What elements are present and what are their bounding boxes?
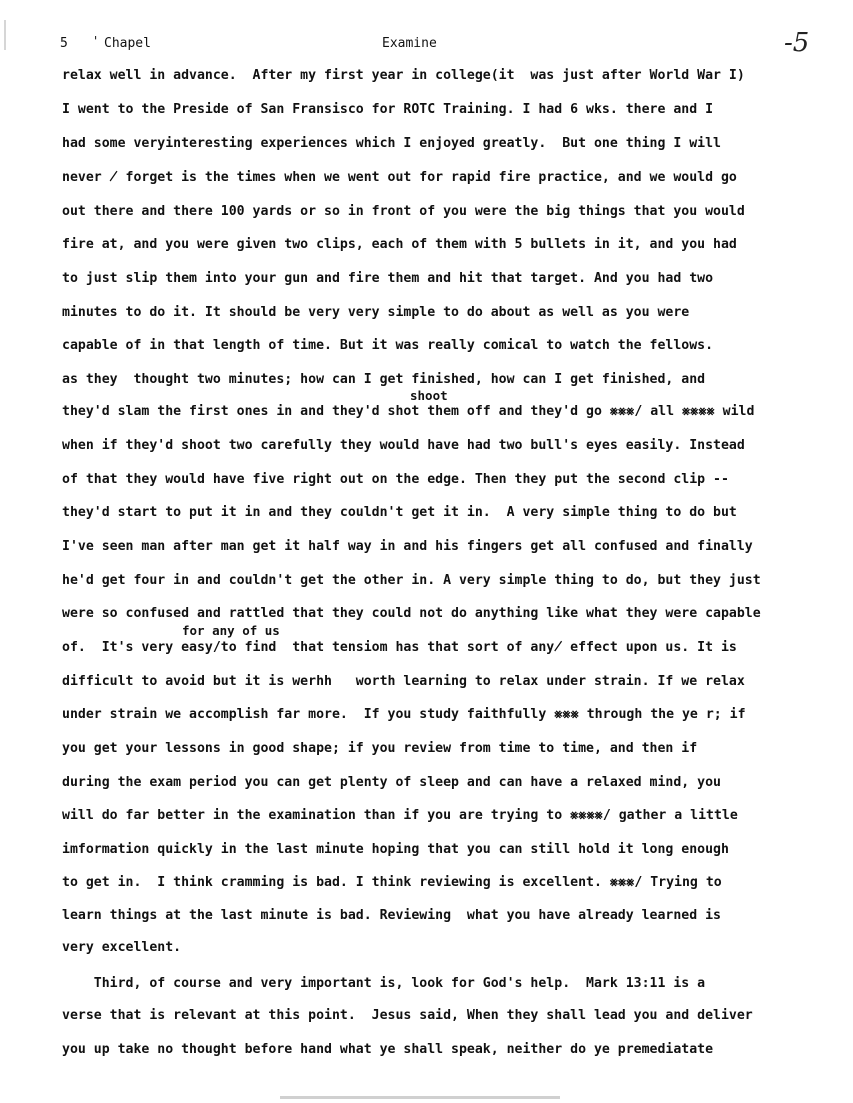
text-line: had some veryinteresting experiences which I enjoyed greatly. But one thing I will (62, 136, 721, 151)
header-title: Examine (382, 36, 437, 51)
text-line: never ̸ forget is the times when we went out for rapid fire practice, and we would go (62, 170, 737, 185)
text-line: will do far better in the examination than if you are trying to ⨳⨳⨳⨳/ gather a little (62, 808, 738, 823)
text-line: when if they'd shoot two carefully they would have had two bull's eyes easily. Instead (62, 438, 745, 453)
text-line: minutes to do it. It should be very very simple to do about as well as you were (62, 305, 690, 320)
interlinear-insert-for-any-of-us: for any of us (182, 623, 280, 638)
text-line: were so confused and rattled that they could not do anything like what they were capable (62, 606, 761, 621)
text-line: capable of in that length of time. But it was really comical to watch the fellows. (62, 338, 714, 353)
header-tick-mark: ' (92, 34, 100, 48)
text-line: of that they would have five right out on the edge. Then they put the second clip -- (62, 472, 729, 487)
header-page-number: 5 (60, 36, 68, 51)
text-line: relax well in advance. After my first year in college(it was just after World War I) (62, 68, 745, 83)
text-line: difficult to avoid but it is werhh worth learning to relax under strain. If we relax (62, 674, 745, 689)
header-section: Chapel (104, 36, 151, 51)
text-line: fire at, and you were given two clips, each of them with 5 bullets in it, and you had (62, 237, 737, 252)
text-line: you get your lessons in good shape; if you review from time to time, and then if (62, 741, 698, 756)
text-line: they'd slam the first ones in and they'd shot them off and they'd go ⨳⨳⨳/ all ⨳⨳⨳⨳ wild (62, 404, 755, 419)
text-line: under strain we accomplish far more. If you study faithfully ⨳⨳⨳ through the ye r; if (62, 707, 746, 722)
scan-bottom-artifact (280, 1096, 560, 1099)
text-line: very excellent. (62, 940, 182, 955)
interlinear-insert-shoot: shoot (410, 388, 448, 403)
header-handwritten-page-number: -5 (784, 28, 810, 58)
text-line: out there and there 100 yards or so in front of you were the big things that you would (62, 204, 745, 219)
text-line: I've seen man after man get it half way in and his fingers get all confused and finally (62, 539, 753, 554)
text-line: as they thought two minutes; how can I get finished, how can I get finished, and (62, 372, 706, 387)
text-line: verse that is relevant at this point. Jesus said, When they shall lead you and deliver (62, 1008, 753, 1023)
text-line: to get in. I think cramming is bad. I think reviewing is excellent. ⨳⨳⨳/ Trying to (62, 875, 722, 890)
text-line: during the exam period you can get plenty of sleep and can have a relaxed mind, you (62, 775, 721, 790)
text-line: imformation quickly in the last minute hoping that you can still hold it long enough (62, 842, 729, 857)
text-line: of. It's very easy/to find that tensiom has that sort of any̸ effect upon us. It is (62, 640, 737, 655)
page-header (0, 28, 853, 58)
text-line: you up take no thought before hand what ye shall speak, neither do ye premediatate (62, 1042, 714, 1057)
text-line: he'd get four in and couldn't get the other in. A very simple thing to do, but they just (62, 573, 761, 588)
text-line: they'd start to put it in and they couldn't get it in. A very simple thing to do but (62, 505, 737, 520)
text-line: learn things at the last minute is bad. Reviewing what you have already learned is (62, 908, 721, 923)
text-line: Third, of course and very important is, look for God's help. Mark 13:11 is a (62, 976, 706, 991)
text-line: to just slip them into your gun and fire them and hit that target. And you had two (62, 271, 714, 286)
text-line: I went to the Preside of San Fransisco for ROTC Training. I had 6 wks. there and I (62, 102, 714, 117)
